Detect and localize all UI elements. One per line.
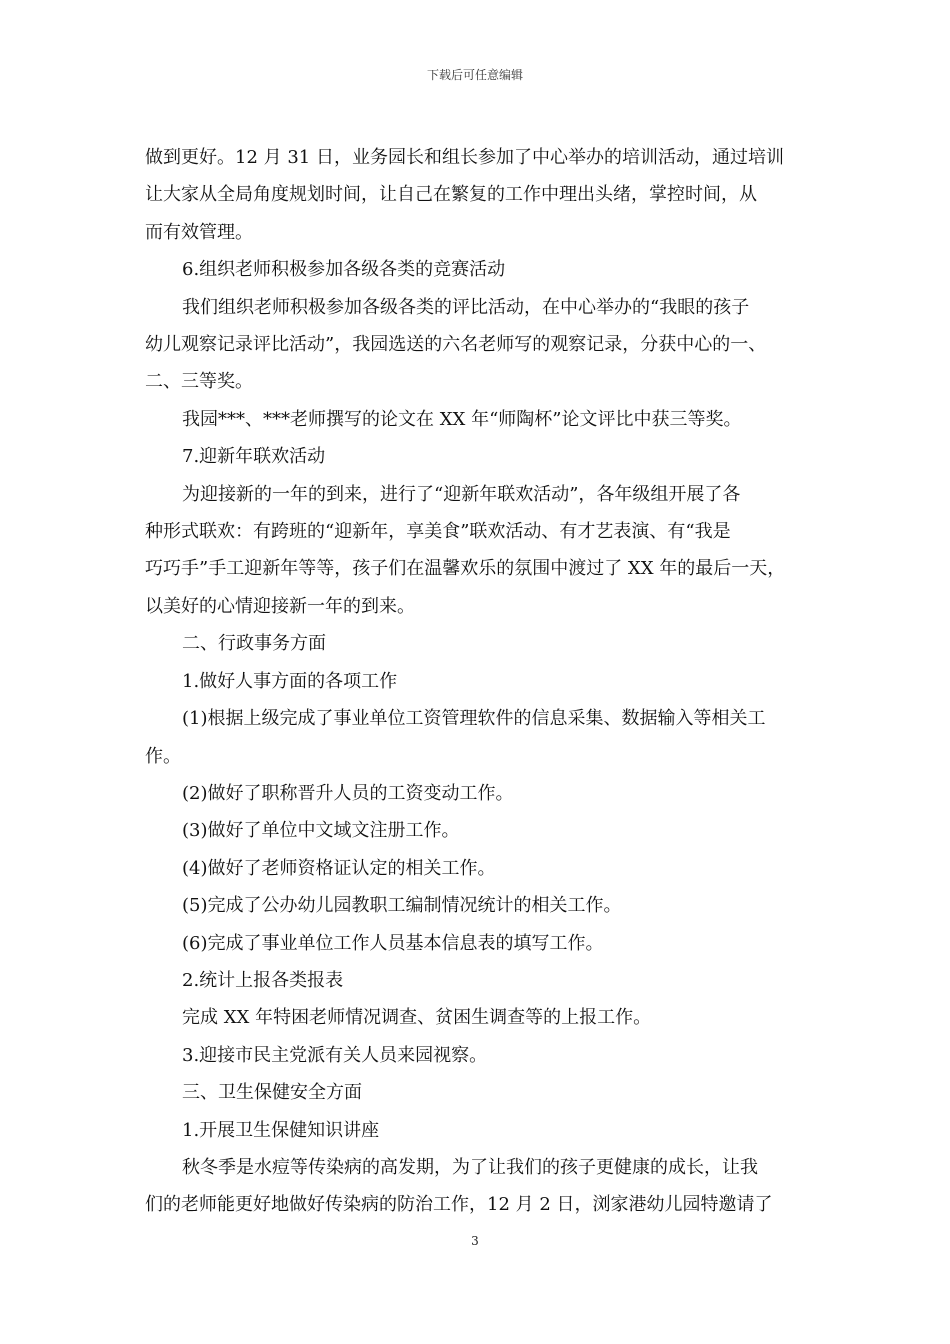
body-line-29: 们的老师能更好地做好传染病的防治工作，12 月 2 日，浏家港幼儿园特邀请了 — [145, 1194, 773, 1216]
body-line-8: 我园***、***老师撰写的论文在 XX 年“师陶杯”论文评比中获三等奖。 — [182, 408, 742, 430]
list-item-2: (2)做好了职称晋升人员的工资变动工作。 — [182, 782, 514, 804]
body-line-5: 我们组织老师积极参加各级各类的评比活动，在中心举办的“我眼的孩子 — [182, 296, 750, 318]
body-line-1: 做到更好。12 月 31 日，业务园长和组长参加了中心举办的培训活动，通过培训 — [145, 147, 784, 168]
body-line-2: 让大家从全局角度规划时间，让自己在繁复的工作中理出头绪，掌控时间，从 — [145, 184, 757, 206]
list-item-1-cont: 作。 — [145, 745, 181, 767]
section-heading-2-3: 3.迎接市民主党派有关人员来园视察。 — [182, 1044, 488, 1066]
section-heading-2-2: 2.统计上报各类报表 — [182, 969, 344, 991]
body-line-28: 秋冬季是水痘等传染病的高发期，为了让我们的孩子更健康的成长，让我 — [182, 1156, 758, 1178]
body-line-3: 而有效管理。 — [145, 221, 253, 243]
list-item-4: (4)做好了老师资格证认定的相关工作。 — [182, 857, 496, 879]
list-item-5: (5)完成了公办幼儿园教职工编制情况统计的相关工作。 — [182, 895, 622, 917]
body-line-10: 为迎接新的一年的到来，进行了“迎新年联欢活动”，各年级组开展了各 — [182, 483, 741, 505]
body-line-6: 幼儿观察记录评比活动”，我园选送的六名老师写的观察记录，分获中心的一、 — [145, 334, 767, 356]
page-header-note: 下载后可任意编辑 — [426, 68, 523, 82]
document-body — [145, 139, 810, 1224]
page-number: 3 — [471, 1234, 479, 1248]
section-heading-3-1: 1.开展卫生保健知识讲座 — [182, 1119, 380, 1141]
section-heading-7: 7.迎新年联欢活动 — [182, 446, 326, 468]
list-item-1: (1)根据上级完成了事业单位工资管理软件的信息采集、数据输入等相关工 — [182, 708, 766, 730]
section-heading-2-1: 1.做好人事方面的各项工作 — [182, 670, 398, 692]
body-line-7: 二、三等奖。 — [145, 371, 253, 393]
body-line-24: 完成 XX 年特困老师情况调查、贫困生调查等的上报工作。 — [182, 1007, 652, 1029]
list-item-3: (3)做好了单位中文域文注册工作。 — [182, 820, 460, 842]
body-line-12: 巧巧手”手工迎新年等等，孩子们在温馨欢乐的氛围中渡过了 XX 年的最后一天， — [145, 558, 786, 580]
body-line-11: 种形式联欢：有跨班的“迎新年，享美食”联欢活动、有才艺表演、有“我是 — [145, 521, 731, 543]
chapter-heading-2: 二、行政事务方面 — [182, 633, 326, 655]
list-item-6: (6)完成了事业单位工作人员基本信息表的填写工作。 — [182, 932, 604, 954]
section-heading-6: 6.组织老师积极参加各级各类的竞赛活动 — [182, 259, 506, 281]
body-line-13: 以美好的心情迎接新一年的到来。 — [145, 595, 415, 617]
chapter-heading-3: 三、卫生保健安全方面 — [182, 1082, 362, 1104]
